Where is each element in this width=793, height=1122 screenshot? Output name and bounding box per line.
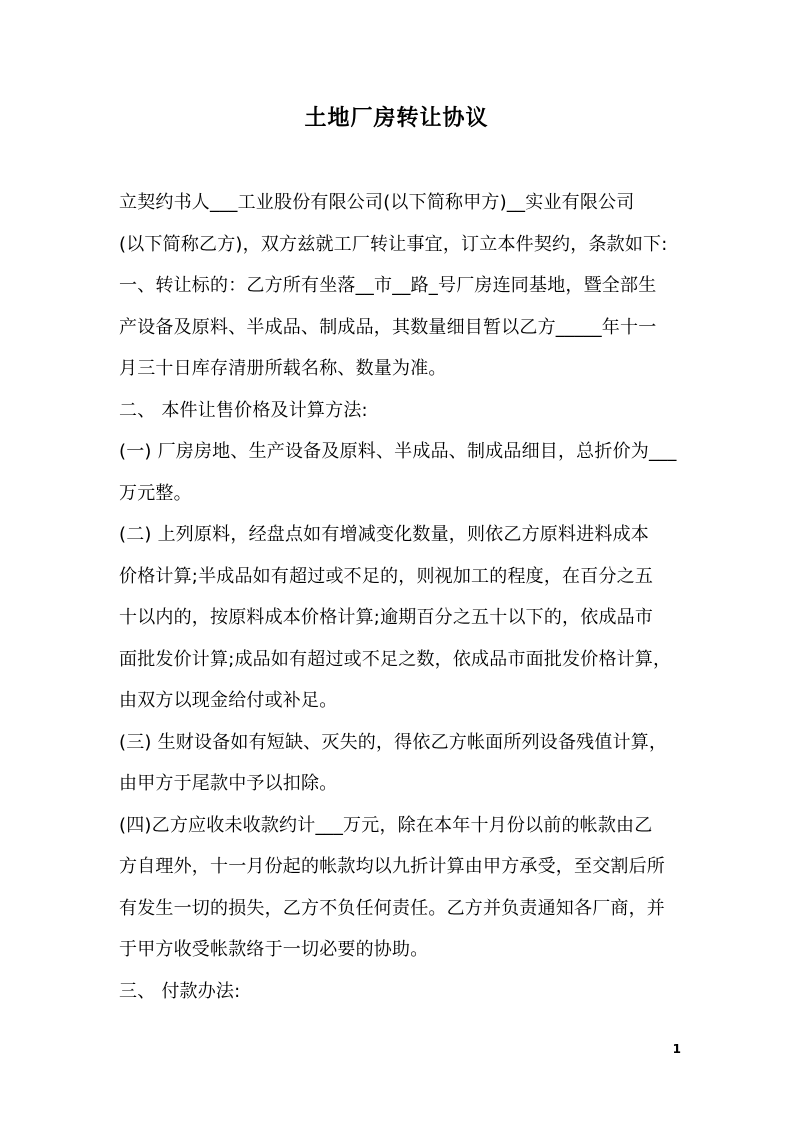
body-line: 十以内的，按原料成本价格计算;逾期百分之五十以下的，依成品市 (119, 607, 654, 628)
body-line: 有发生一切的损失，乙方不负任何责任。乙方并负责通知各厂商，并 (119, 897, 665, 919)
body-line: 月三十日库存清册所载名称、数量为准。 (119, 358, 447, 379)
body-line: (以下简称乙方)，双方兹就工厂转让事宜，订立本件契约，条款如下: (119, 233, 668, 255)
body-line: (三) 生财设备如有短缺、灭失的，得依乙方帐面所列设备残值计算， (119, 731, 668, 753)
body-line: 由双方以现金给付或补足。 (119, 690, 338, 711)
body-line: 方自理外，十一月份起的帐款均以九折计算由甲方承受，至交割后所 (119, 856, 665, 877)
body-line: 立契约书人___工业股份有限公司(以下简称甲方)__实业有限公司 (119, 192, 635, 213)
page-number: 1 (672, 1042, 681, 1056)
body-line: 价格计算;半成品如有超过或不足的，则视加工的程度，在百分之五 (119, 565, 654, 587)
body-line: 于甲方收受帐款络于一切必要的协助。 (119, 939, 429, 960)
body-line: (四)乙方应收未收款约计___万元，除在本年十月份以前的帐款由乙 (119, 814, 653, 836)
document-body (119, 182, 679, 1012)
body-line: 三、 付款办法: (119, 980, 241, 1002)
document-title: 土地厂房转让协议 (304, 106, 489, 131)
body-line: 万元整。 (119, 482, 192, 504)
body-line: 二、 本件让售价格及计算方法: (119, 399, 368, 421)
body-line: 面批发价计算;成品如有超过或不足之数，依成品市面批发价格计算， (119, 648, 672, 670)
body-line: 产设备及原料、半成品、制成品，其数量细目暂以乙方_____年十一 (119, 316, 657, 338)
body-line: (一) 厂房房地、生产设备及原料、半成品、制成品细目，总折价为___ (119, 441, 677, 462)
body-line: 由甲方于尾款中予以扣除。 (119, 773, 338, 794)
body-line: 一、转让标的：乙方所有坐落__市__路_号厂房连同基地，暨全部生 (119, 275, 657, 296)
body-line: (二) 上列原料，经盘点如有增减变化数量，则依乙方原料进料成本 (119, 524, 649, 545)
